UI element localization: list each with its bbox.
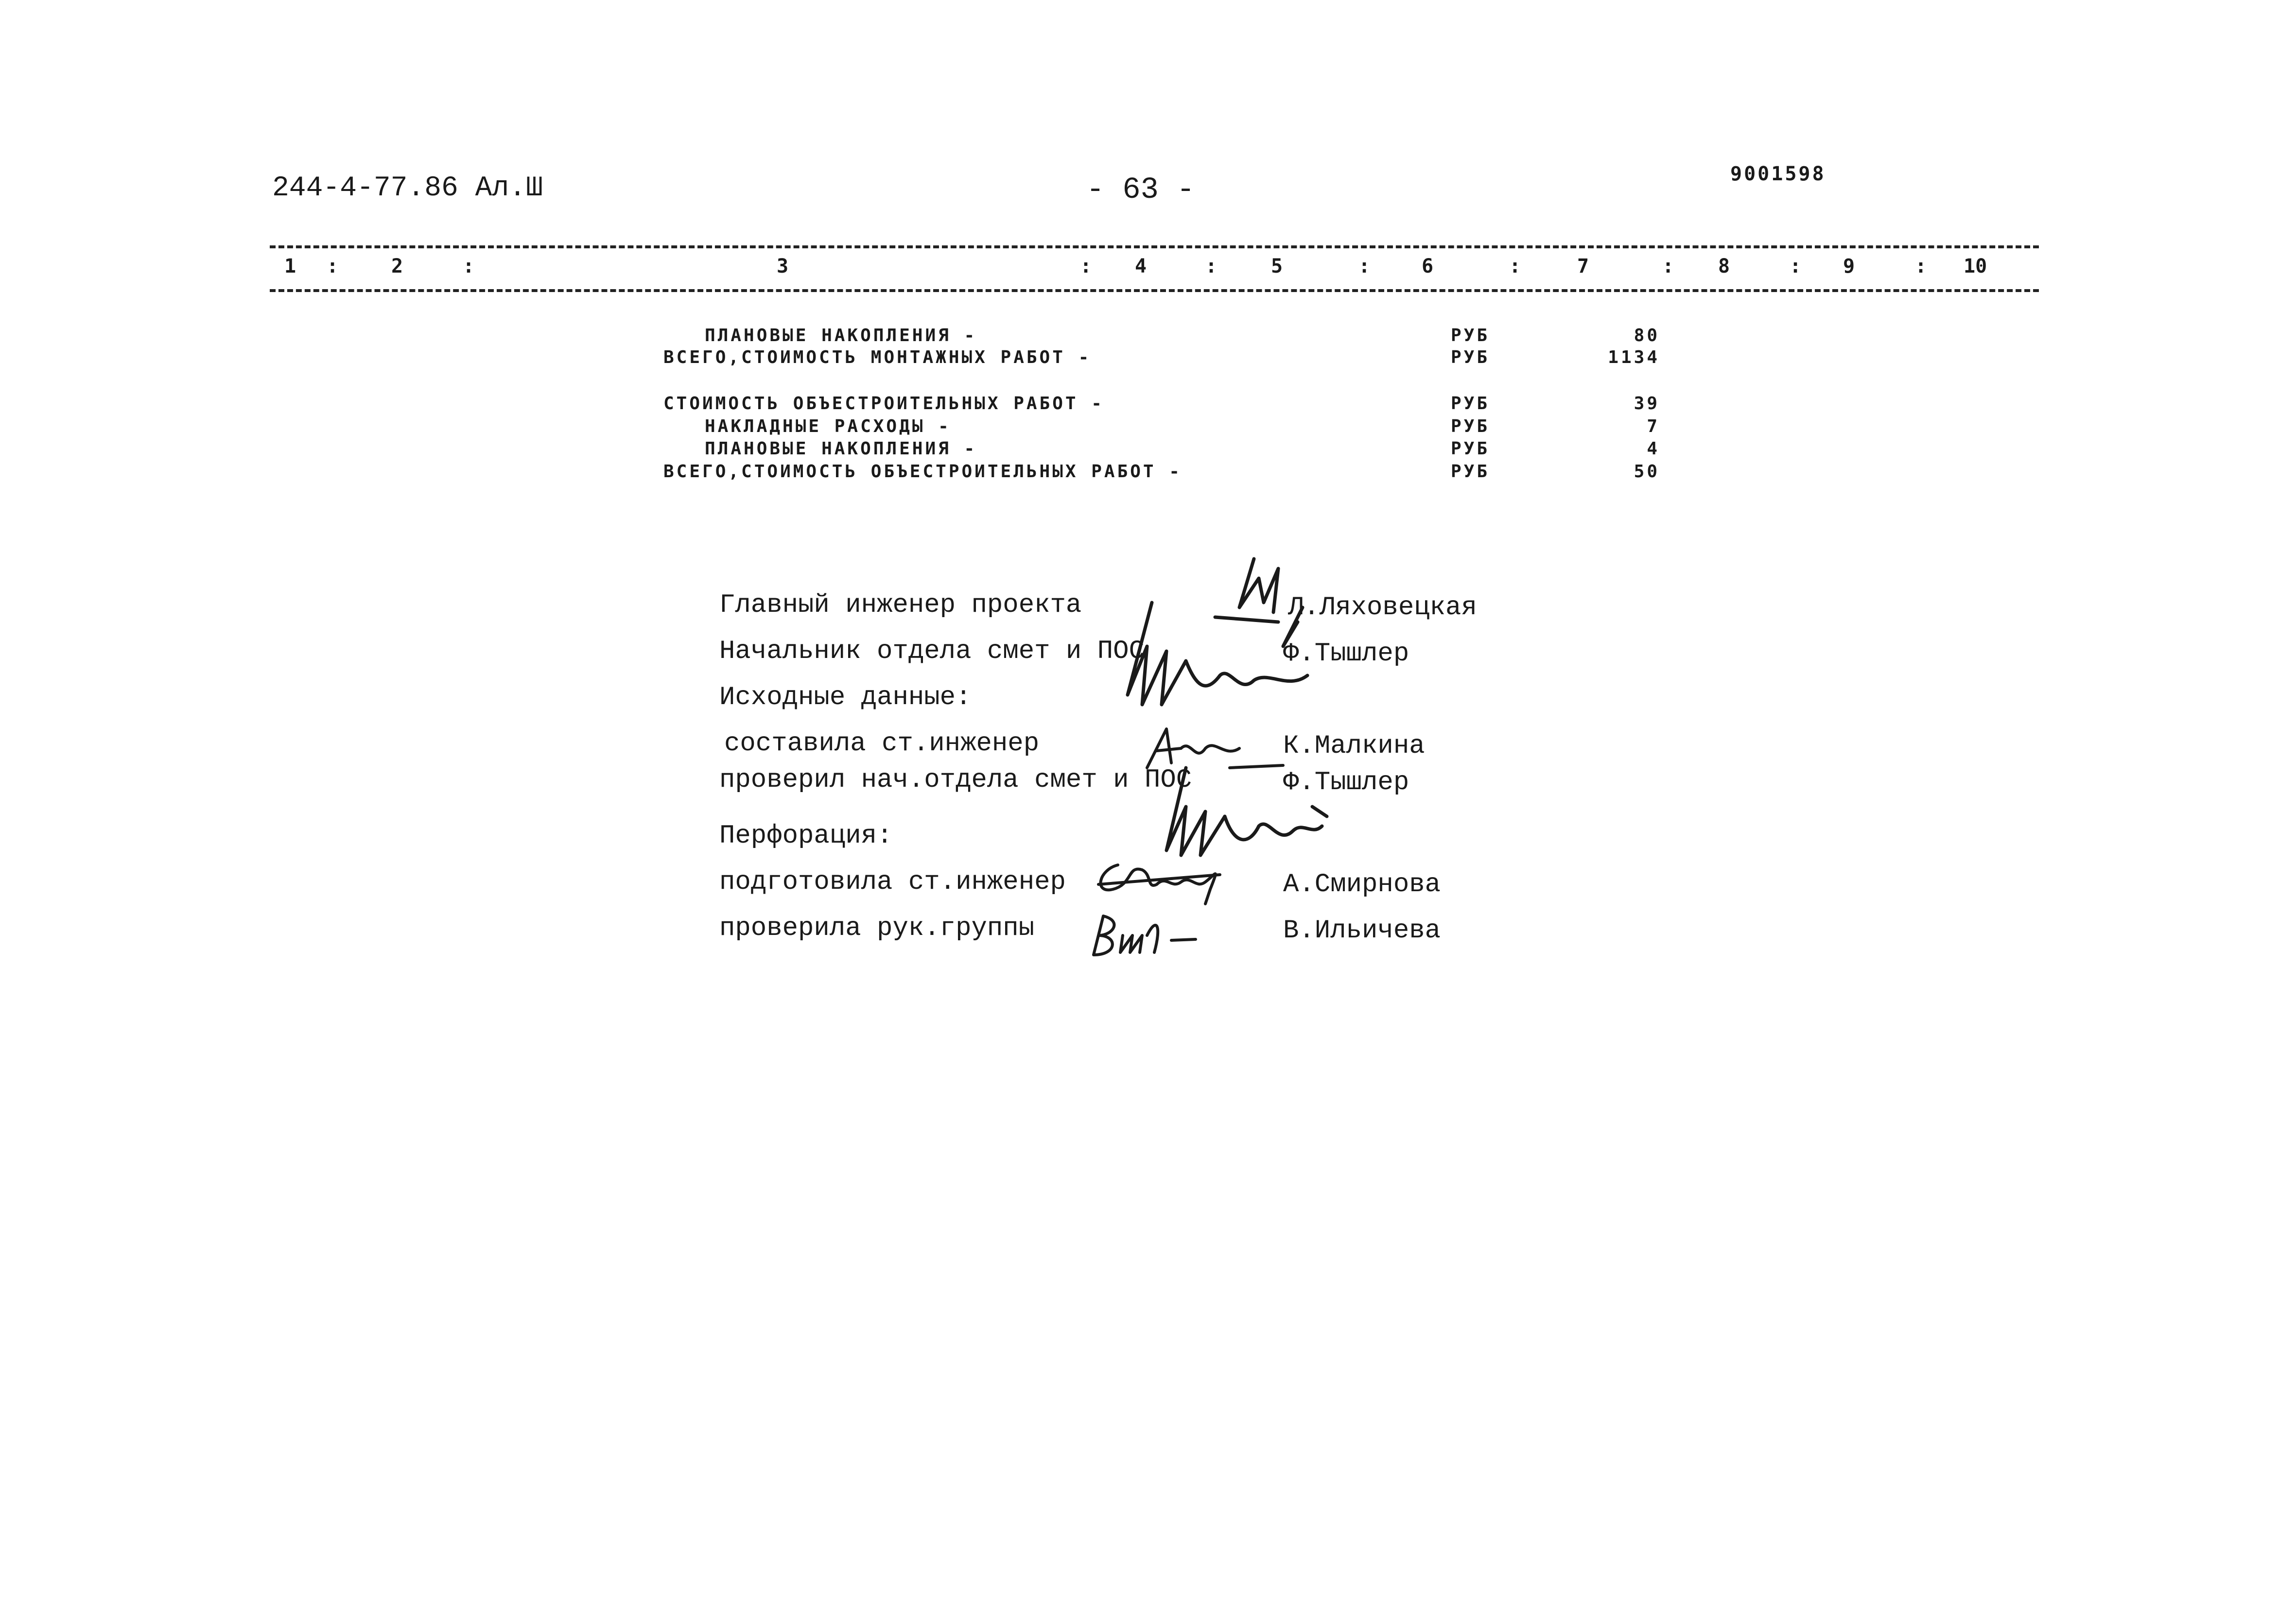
row-unit: РУБ xyxy=(1451,439,1490,459)
signatory-role: проверил нач.отдела смет и ПОС xyxy=(719,765,1192,795)
signatory-role: подготовила ст.инженер xyxy=(719,867,1066,897)
column-number: 8 xyxy=(1718,255,1730,277)
column-separator: : xyxy=(1662,255,1674,277)
table-bottom-rule xyxy=(270,289,2039,292)
row-value: 50 xyxy=(1634,462,1660,482)
row-unit: РУБ xyxy=(1451,416,1490,436)
handwritten-signature xyxy=(1089,855,1244,909)
section-heading: Исходные данные: xyxy=(719,683,972,712)
row-label: ПЛАНОВЫЕ НАКОПЛЕНИЯ - xyxy=(705,439,977,459)
page-number: - 63 - xyxy=(1086,173,1195,207)
section-heading: Перфорация: xyxy=(719,821,893,851)
column-separator: : xyxy=(1509,255,1521,277)
document-number: 244-4-77.86 Ал.Ш xyxy=(272,173,543,204)
signatory-name: А.Смирнова xyxy=(1283,870,1441,899)
row-label: ВСЕГО,СТОИМОСТЬ ОБЪЕСТРОИТЕЛЬНЫХ РАБОТ - xyxy=(663,462,1182,482)
handwritten-signature xyxy=(1152,763,1337,860)
column-separator: : xyxy=(463,255,475,277)
signatory-role: Главный инженер проекта xyxy=(719,590,1082,620)
column-number: 5 xyxy=(1271,255,1283,277)
row-label: НАКЛАДНЫЕ РАСХОДЫ - xyxy=(705,416,951,436)
column-separator: : xyxy=(1790,255,1802,277)
row-value: 4 xyxy=(1647,439,1660,459)
signatory-name: Л.Ляховецкая xyxy=(1288,593,1477,622)
column-number: 7 xyxy=(1577,255,1589,277)
signatory-name: Ф.Тышлер xyxy=(1283,639,1409,669)
row-unit: РУБ xyxy=(1451,394,1490,414)
column-number: 9 xyxy=(1843,255,1855,277)
handwritten-signature xyxy=(1094,549,1366,714)
column-number: 2 xyxy=(391,255,403,277)
signatory-role: составила ст.инженер xyxy=(724,729,1040,759)
signatory-name: К.Малкина xyxy=(1283,731,1425,761)
row-unit: РУБ xyxy=(1451,326,1490,346)
table-top-rule xyxy=(270,245,2039,248)
row-value: 7 xyxy=(1647,416,1660,436)
row-label: СТОИМОСТЬ ОБЪЕСТРОИТЕЛЬНЫХ РАБОТ - xyxy=(663,394,1104,414)
column-separator: : xyxy=(327,255,339,277)
column-number: 6 xyxy=(1422,255,1434,277)
row-unit: РУБ xyxy=(1451,462,1490,482)
column-number: 10 xyxy=(1964,255,1987,277)
column-number: 3 xyxy=(777,255,789,277)
row-unit: РУБ xyxy=(1451,347,1490,367)
column-separator: : xyxy=(1358,255,1371,277)
serial-number: 9001598 xyxy=(1730,163,1826,185)
row-value: 1134 xyxy=(1608,347,1660,367)
column-number: 4 xyxy=(1135,255,1147,277)
signatory-name: В.Ильичева xyxy=(1283,916,1441,946)
signatory-name: Ф.Тышлер xyxy=(1283,768,1409,797)
column-separator: : xyxy=(1080,255,1092,277)
row-label: ВСЕГО,СТОИМОСТЬ МОНТАЖНЫХ РАБОТ - xyxy=(663,347,1092,367)
row-label: ПЛАНОВЫЕ НАКОПЛЕНИЯ - xyxy=(705,326,977,346)
column-number: 1 xyxy=(284,255,296,277)
column-separator: : xyxy=(1915,255,1927,277)
column-separator: : xyxy=(1205,255,1218,277)
signatory-role: проверила рук.группы xyxy=(719,914,1035,943)
row-value: 39 xyxy=(1634,394,1660,414)
handwritten-signature xyxy=(1084,906,1200,960)
row-value: 80 xyxy=(1634,326,1660,346)
signatory-role: Начальник отдела смет и ПОС xyxy=(719,637,1145,666)
